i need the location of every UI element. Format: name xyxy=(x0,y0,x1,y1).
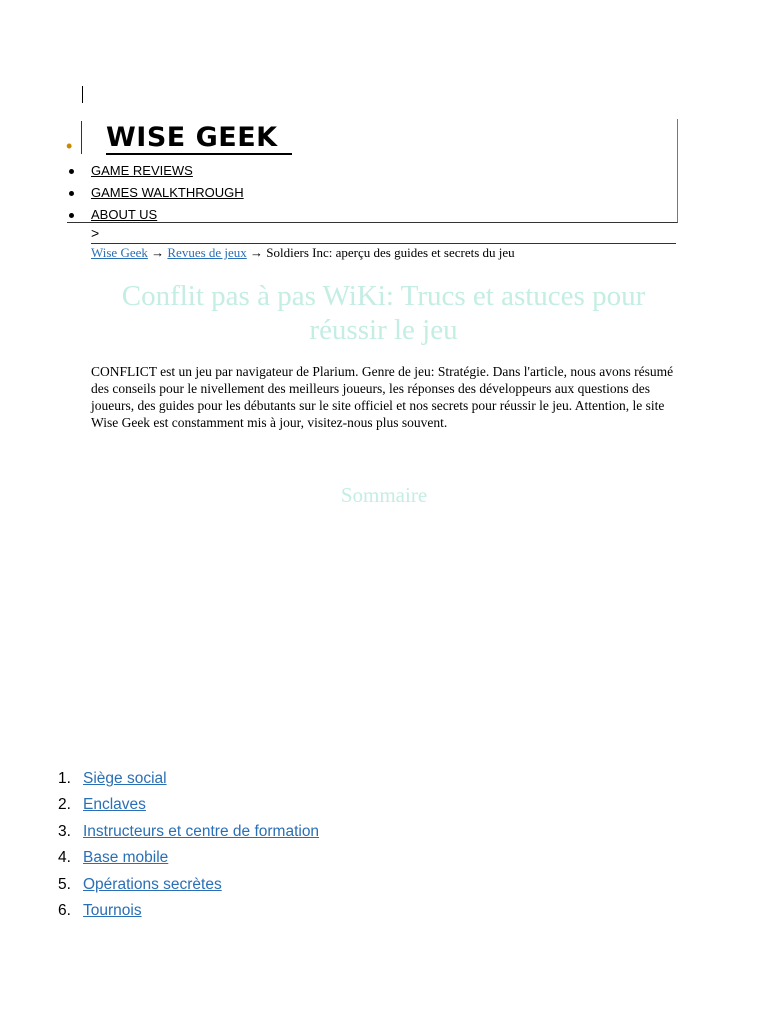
toc-link-enclaves[interactable]: Enclaves xyxy=(83,796,146,814)
breadcrumb-divider xyxy=(91,243,676,244)
article-title: Conflit pas à pas WiKi: Trucs et astuces pour réussir le jeu xyxy=(121,280,646,346)
bullet-icon xyxy=(69,169,74,174)
nav-item-game-reviews xyxy=(67,162,244,184)
toc-item-number: 4. xyxy=(58,849,71,867)
site-title-link[interactable]: WISE GEEK xyxy=(106,122,292,155)
bullet-icon xyxy=(69,213,74,218)
main-nav xyxy=(67,162,244,228)
text-cursor xyxy=(82,86,83,103)
toc-item-number: 1. xyxy=(58,770,71,787)
article-intro: CONFLICT est un jeu par navigateur de Plarium. Genre de jeu: Stratégie. Dans l'article, nous avons résumé des conseils pour le nivellement des meilleurs joueurs, les réponses des développeurs aux questions des joueurs, des guides pour les débutants sur le site officiel et nos secrets pour réussir le jeu. Attention, le site Wise Geek est constamment mis à jour, visitez-nous plus souvent. xyxy=(91,364,674,430)
toc-link-base-mobile[interactable]: Base mobile xyxy=(83,849,169,867)
breadcrumb-section-link[interactable]: Revues de jeux xyxy=(167,245,247,260)
toc-link-operations-secretes[interactable]: Opérations secrètes xyxy=(83,875,222,893)
toc-item xyxy=(58,768,319,794)
breadcrumb-separator: → xyxy=(246,245,267,260)
toc-item xyxy=(58,847,319,873)
nav-item-games-walkthrough xyxy=(67,184,244,206)
site-title-bullet: • xyxy=(66,136,73,156)
breadcrumb xyxy=(91,245,515,261)
header-divider xyxy=(81,121,82,154)
toc-item xyxy=(58,821,319,847)
toc-item xyxy=(58,874,319,900)
nav-link-games-walkthrough[interactable]: GAMES WALKTHROUGH xyxy=(91,185,244,200)
nav-link-about-us[interactable]: ABOUT US xyxy=(91,207,158,222)
breadcrumb-separator: → xyxy=(147,245,168,260)
toc-title: Sommaire xyxy=(340,483,428,507)
breadcrumb-current: Soldiers Inc: aperçu des guides et secrets du jeu xyxy=(266,245,515,260)
toc-link-siege-social[interactable]: Siège social xyxy=(83,770,167,787)
toc-link-tournois[interactable]: Tournois xyxy=(83,901,142,919)
toc-item-number: 6. xyxy=(58,901,71,919)
toc-link-instructeurs[interactable]: Instructeurs et centre de formation xyxy=(83,822,320,840)
nav-arrow: > xyxy=(91,225,100,241)
toc-item xyxy=(58,794,319,820)
toc-item-number: 5. xyxy=(58,875,71,893)
toc-list xyxy=(58,768,319,926)
toc-item-number: 3. xyxy=(58,822,71,840)
toc-item xyxy=(58,900,319,926)
bullet-icon xyxy=(69,191,74,196)
nav-link-game-reviews[interactable]: GAME REVIEWS xyxy=(91,163,193,178)
breadcrumb-home-link[interactable]: Wise Geek xyxy=(91,245,148,260)
toc-item-number: 2. xyxy=(58,796,71,814)
